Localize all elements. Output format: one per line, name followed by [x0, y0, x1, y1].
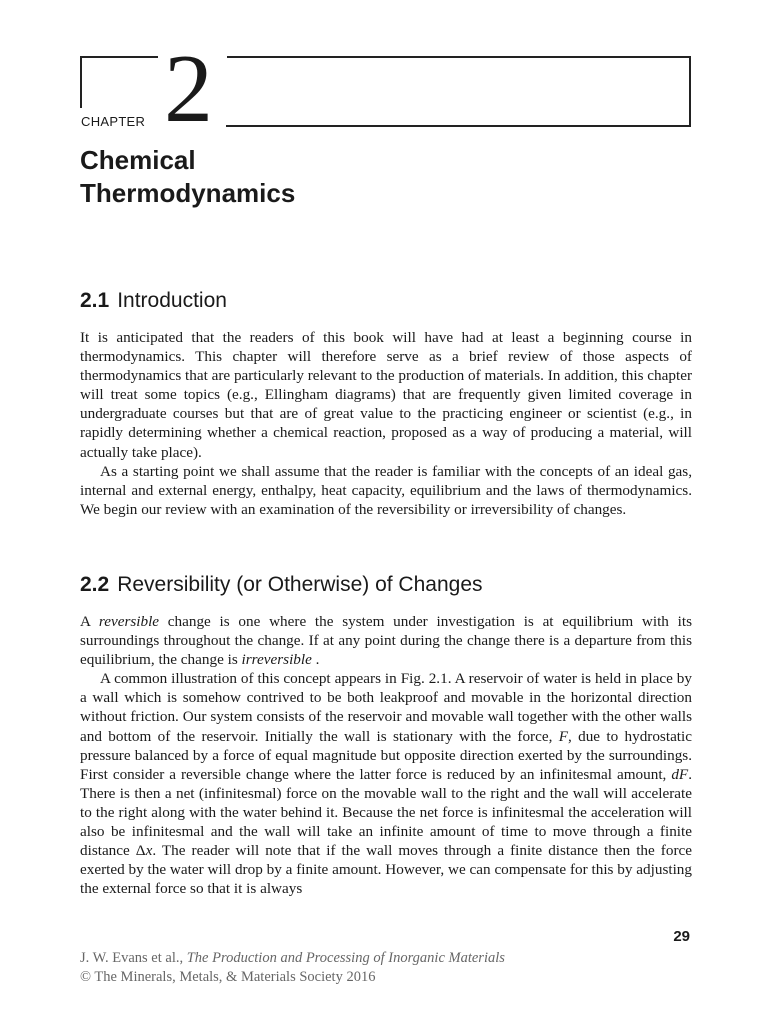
chapter-header-frame [80, 35, 691, 143]
italic-symbol: dF [671, 765, 689, 783]
text-run: A [80, 613, 99, 630]
chapter-title-line: Chemical [80, 145, 196, 175]
chapter-title [80, 144, 680, 210]
frame-line [689, 56, 691, 127]
section-body-introduction [80, 328, 692, 519]
chapter-number: 2 [164, 35, 213, 143]
section-title: Reversibility (or Otherwise) of Changes [117, 573, 483, 596]
frame-line [80, 56, 158, 58]
text-run: change is one where the system under investigation is at equilibrium with its surroundings throughout the change. If at any point during the change there is a departure from this equilibrium, the change is [80, 613, 692, 669]
frame-line [80, 56, 82, 108]
text-run: . There is then a net (infinitesmal) force on the movable wall to the right and the wall will accelerate to the right along with the water behind it. Because the net force is infinitesmal the acceleration will also be infinitesmal and the wall will take an infinite amount of time to move through a finite distance Δ [80, 765, 692, 860]
footer-book-title: The Production and Processing of Inorganic Materials [186, 950, 505, 966]
text-run: . [311, 651, 320, 669]
section-heading-introduction [80, 288, 690, 314]
section-number: 2.2 [80, 573, 110, 596]
italic-term: reversible [98, 613, 160, 630]
text-run: . The reader will note that if the wall moves through a finite distance then the force exerted by the water will drop by a finite amount. However, we can compensate for this by adjusting the external force so that it is always [80, 842, 692, 898]
paragraph [80, 612, 692, 669]
chapter-title-line: Thermodynamics [80, 178, 296, 208]
paragraph: As a starting point we shall assume that the reader is familiar with the concepts of an ideal gas, internal and external energy, enthalpy, heat capacity, equilibrium and the laws of thermodynamics. We begin our review with an examination of the reversibility or irreversibility of changes. [80, 462, 692, 518]
page-number: 29 [673, 928, 690, 945]
section-title: Introduction [117, 289, 227, 312]
copyright-line: © The Minerals, Metals, & Materials Society 2016 [80, 969, 376, 985]
italic-symbol: x [145, 842, 153, 860]
paragraph: It is anticipated that the readers of this book will have had at least a beginning course in thermodynamics. This chapter will therefore serve as a brief review of those aspects of thermodynamics that are particularly relevant to the production of materials. In addition, this chapter will treat some topics (e.g., Ellingham diagrams) that are frequently given limited coverage in undergraduate courses but that are of great value to the practicing engineer or scientist (e.g., in rapidly determining whether a chemical reaction, proposed as a way of producing a material, will actually take place). [80, 329, 692, 461]
frame-line [227, 56, 691, 58]
page-footer [80, 949, 690, 987]
section-number: 2.1 [80, 289, 110, 312]
section-heading-reversibility [80, 572, 690, 598]
italic-symbol: F [558, 727, 568, 745]
text-run: , due to hydrostatic pressure balanced by a force of equal magnitude but opposite direction exerted by the surroundings. First consider a reversible change where the latter force is reduced by an infinitesmal amount, [80, 727, 692, 783]
chapter-label: CHAPTER [81, 114, 146, 129]
citation-line [80, 949, 690, 968]
text-run: A common illustration of this concept appears in Fig. 2.1. A reservoir of water is held in place by a wall which is somehow contrived to be both leakproof and movable in the horizontal direction without friction. Our system consists of the reservoir and movable wall together with the other walls and bottom of the reservoir. Initially the wall is stationary with the force, [80, 670, 692, 745]
footer-authors: J. W. Evans et al., [80, 950, 187, 966]
italic-term: irreversible [241, 651, 312, 669]
section-body-reversibility [80, 612, 692, 898]
paragraph [80, 669, 692, 898]
frame-line [226, 125, 691, 127]
